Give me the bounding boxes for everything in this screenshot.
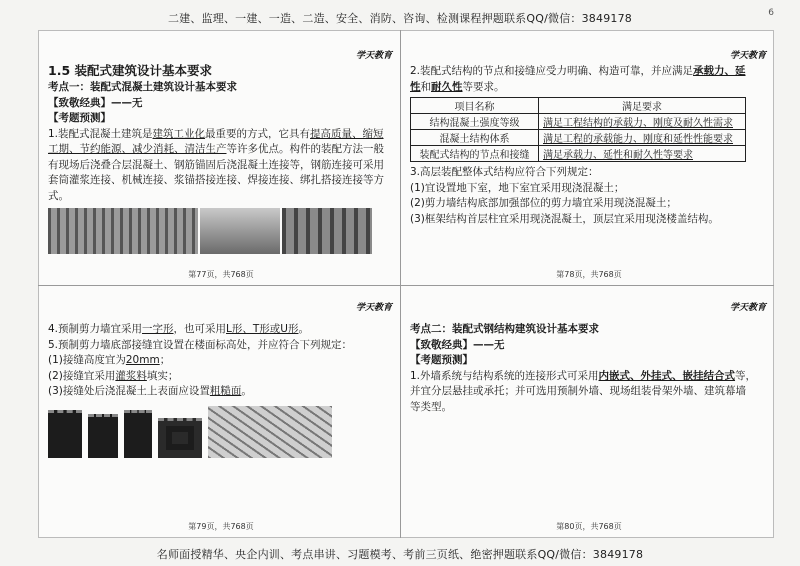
bottom-banner: 名师面授精华、央企内训、考点串讲、习题模考、考前三页纸、绝密押题联系QQ/微信：3849178 bbox=[156, 548, 644, 561]
rebar-slab-photo bbox=[208, 406, 332, 458]
predict-label: 【考题预测】 bbox=[48, 112, 111, 124]
body-line: (2)剪力墙结构底部加强部位的剪力墙宜采用现浇混凝土； bbox=[410, 197, 677, 209]
table-row bbox=[411, 146, 746, 162]
brand-logo: 学天教育 bbox=[729, 51, 766, 61]
horizontal-divider bbox=[38, 285, 774, 286]
body-line: (1)宜设置地下室，地下室宜采用现浇混凝土； bbox=[410, 181, 625, 194]
shear-wall-figures bbox=[48, 406, 394, 458]
body-line: 4.预制剪力墙宜采用一字形，也可采用L形、T形或U形。 bbox=[48, 323, 309, 335]
page-number: 第80页，共768页 bbox=[556, 522, 622, 531]
body-line: (3)框架结构首层柱宜采用现浇混凝土，顶层宜采用现浇楼盖结构。 bbox=[410, 212, 719, 225]
corner-mark: 6 bbox=[768, 8, 774, 18]
brand-logo: 学天教育 bbox=[729, 303, 766, 313]
page-number: 第77页，共768页 bbox=[188, 270, 254, 279]
brand-logo: 学天教育 bbox=[355, 303, 392, 313]
vertical-divider bbox=[400, 30, 401, 538]
page-number: 第78页，共768页 bbox=[556, 270, 622, 279]
body-line: 2.装配式结构的节点和接缝应受力明确、构造可靠，并应满足承载力、延 bbox=[410, 65, 746, 77]
page-number: 第79页，共768页 bbox=[188, 522, 254, 531]
body-line: 1.装配式混凝土建筑是建筑工业化最重要的方式，它具有提高质量、缩短 bbox=[48, 127, 384, 140]
table-cell: 满足工程结构的承载力、刚度及耐久性需求 bbox=[539, 114, 746, 130]
body-line: 式。 bbox=[48, 189, 69, 202]
table-cell: 满足承载力、延性和耐久性等要求 bbox=[539, 146, 746, 162]
table-cell: 装配式结构的节点和接缝 bbox=[411, 146, 539, 162]
body-line: 1.外墙系统与结构系统的连接形式可采用内嵌式、外挂式、嵌挂结合式等， bbox=[410, 369, 757, 382]
section-title: 1.5 装配式建筑设计基本要求 bbox=[48, 63, 212, 78]
precast-wall-figure bbox=[88, 414, 118, 458]
body-line: 有现场后浇叠合层混凝土、钢筋锚固后浇混凝土连接等，钢筋连接可采用 bbox=[48, 158, 384, 171]
predict-label: 【考题预测】 bbox=[410, 354, 473, 366]
slide-page-80 bbox=[410, 300, 768, 532]
classic-label: 【致敬经典】——无 bbox=[48, 96, 143, 109]
slide-page-78 bbox=[410, 48, 768, 280]
building-facade-photo bbox=[200, 208, 280, 254]
precast-factory-photo bbox=[48, 208, 198, 254]
body-line: 工期、节约能源、减少消耗、清洁生产等许多优点。构件的装配方法一般 bbox=[48, 143, 384, 155]
body-line: 性和耐久性等要求。 bbox=[410, 80, 505, 93]
classic-label: 【致敬经典】——无 bbox=[410, 338, 505, 351]
body-line: (1)接缝高度宜为20mm； bbox=[48, 354, 171, 366]
precast-wall-figure bbox=[158, 418, 202, 458]
body-line: (3)接缝处后浇混凝土上表面应设置粗糙面。 bbox=[48, 385, 252, 397]
column-header: 项目名称 bbox=[411, 98, 539, 114]
construction-site-photo bbox=[282, 208, 372, 254]
slide-page-79 bbox=[48, 300, 394, 532]
point-heading: 考点二：装配式钢结构建筑设计基本要求 bbox=[410, 323, 599, 335]
slide-page-77 bbox=[48, 48, 394, 280]
precast-wall-figure bbox=[124, 410, 152, 458]
column-header: 满足要求 bbox=[539, 98, 746, 114]
table-cell: 结构混凝土强度等级 bbox=[411, 114, 539, 130]
precast-wall-figure bbox=[48, 410, 82, 458]
body-line: 套筒灌浆连接、机械连接、浆锚搭接连接、焊接连接、绑扎搭接连接等方 bbox=[48, 174, 384, 186]
requirements-table bbox=[410, 97, 746, 162]
table-row bbox=[411, 130, 746, 146]
body-line: 3.高层装配整体式结构应符合下列规定： bbox=[410, 166, 599, 178]
brand-logo: 学天教育 bbox=[355, 51, 392, 61]
table-header-row bbox=[411, 98, 746, 114]
body-line: (2)接缝宜采用灌浆料填实； bbox=[48, 369, 179, 382]
table-cell: 满足工程的承载能力、刚度和延性性能要求 bbox=[539, 130, 746, 146]
body-line: 并宜分层悬挂或承托；并可选用预制外墙、现场组装骨架外墙、建筑幕墙 bbox=[410, 385, 746, 397]
construction-photos bbox=[48, 208, 394, 254]
top-banner: 二建、监理、一建、一造、二造、安全、消防、咨询、检测课程押题联系QQ/微信：3849178 bbox=[167, 12, 632, 25]
table-row bbox=[411, 114, 746, 130]
point-heading: 考点一：装配式混凝土建筑设计基本要求 bbox=[48, 81, 237, 93]
body-line: 等类型。 bbox=[410, 400, 452, 413]
body-line: 5.预制剪力墙底部接缝宜设置在楼面标高处，并应符合下列规定： bbox=[48, 338, 353, 351]
table-cell: 混凝土结构体系 bbox=[411, 130, 539, 146]
